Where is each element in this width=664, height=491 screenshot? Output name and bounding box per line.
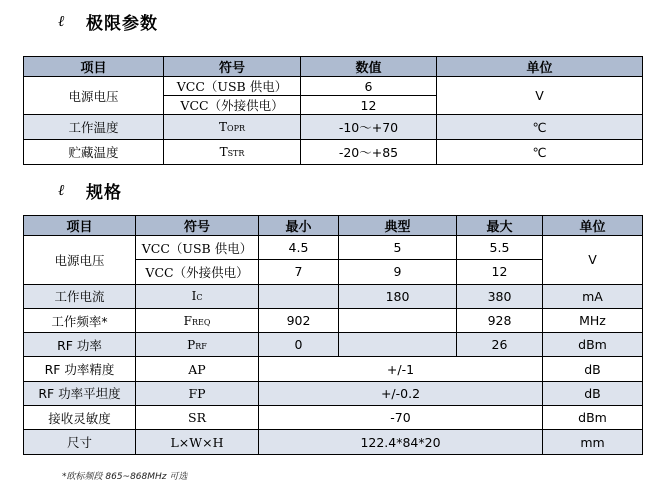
table-header-row (24, 57, 643, 77)
symbol-cell: TOPR (164, 115, 301, 140)
item-cell: 电源电压 (24, 236, 136, 285)
item-cell: 尺寸 (24, 430, 136, 454)
unit-cell: mm (543, 430, 643, 454)
typ-cell (339, 308, 457, 332)
symbol-cell: FP (136, 381, 259, 405)
symbol-cell: PRF (136, 333, 259, 357)
symbol-cell: VCC（USB 供电） (136, 236, 259, 260)
item-cell: 工作温度 (24, 115, 164, 140)
limits-table (23, 56, 643, 165)
table-row (24, 115, 643, 140)
symbol-cell: VCC（外接供电） (136, 260, 259, 284)
value-cell: -20～+85 (301, 140, 437, 165)
table-row (24, 406, 643, 430)
table-row (24, 333, 643, 357)
column-header: 最小 (259, 216, 339, 236)
symbol-cell: L×W×H (136, 430, 259, 454)
value-cell: +/-1 (259, 357, 543, 381)
symbol-cell: TSTR (164, 140, 301, 165)
typ-cell (339, 333, 457, 357)
column-header: 最大 (457, 216, 543, 236)
bullet-icon: ℓ (58, 181, 65, 199)
unit-cell: ℃ (437, 115, 643, 140)
value-cell: 12 (301, 96, 437, 115)
typ-cell: 180 (339, 284, 457, 308)
symbol-cell: FREQ (136, 308, 259, 332)
value-cell: -70 (259, 406, 543, 430)
item-cell: RF 功率精度 (24, 357, 136, 381)
item-cell: 工作电流 (24, 284, 136, 308)
table-row (24, 236, 643, 260)
value-cell: -10～+70 (301, 115, 437, 140)
table-row (24, 284, 643, 308)
max-cell: 26 (457, 333, 543, 357)
unit-cell: dB (543, 381, 643, 405)
column-header: 单位 (437, 57, 643, 77)
section-heading-limits (58, 9, 158, 34)
table-row (24, 308, 643, 332)
unit-cell: dB (543, 357, 643, 381)
column-header: 单位 (543, 216, 643, 236)
value-cell: 122.4*84*20 (259, 430, 543, 454)
max-cell: 12 (457, 260, 543, 284)
specs-table (23, 215, 643, 455)
unit-cell: mA (543, 284, 643, 308)
item-cell: 工作频率* (24, 308, 136, 332)
symbol-cell: VCC（USB 供电） (164, 77, 301, 96)
symbol-cell: AP (136, 357, 259, 381)
min-cell: 902 (259, 308, 339, 332)
max-cell: 928 (457, 308, 543, 332)
table-header-row (24, 216, 643, 236)
min-cell: 7 (259, 260, 339, 284)
column-header: 符号 (164, 57, 301, 77)
value-cell: +/-0.2 (259, 381, 543, 405)
item-cell: 贮藏温度 (24, 140, 164, 165)
column-header: 项目 (24, 216, 136, 236)
column-header: 数值 (301, 57, 437, 77)
item-cell: RF 功率 (24, 333, 136, 357)
table-row (24, 430, 643, 454)
item-cell: 接收灵敏度 (24, 406, 136, 430)
table-row (24, 77, 643, 96)
symbol-cell: SR (136, 406, 259, 430)
column-header: 典型 (339, 216, 457, 236)
section-title: 规格 (86, 183, 122, 203)
value-cell: 6 (301, 77, 437, 96)
unit-cell: dBm (543, 406, 643, 430)
unit-cell: V (437, 77, 643, 115)
unit-cell: dBm (543, 333, 643, 357)
unit-cell: MHz (543, 308, 643, 332)
typ-cell: 9 (339, 260, 457, 284)
bullet-icon: ℓ (58, 12, 65, 30)
item-cell: 电源电压 (24, 77, 164, 115)
min-cell: 4.5 (259, 236, 339, 260)
column-header: 项目 (24, 57, 164, 77)
table-row (24, 381, 643, 405)
footnote: *欧标频段 865~868MHz 可选 (62, 472, 188, 482)
min-cell: 0 (259, 333, 339, 357)
unit-cell: V (543, 236, 643, 285)
typ-cell: 5 (339, 236, 457, 260)
symbol-cell: IC (136, 284, 259, 308)
column-header: 符号 (136, 216, 259, 236)
table-row (24, 357, 643, 381)
item-cell: RF 功率平坦度 (24, 381, 136, 405)
section-title: 极限参数 (86, 14, 158, 34)
min-cell (259, 284, 339, 308)
symbol-cell: VCC（外接供电） (164, 96, 301, 115)
max-cell: 380 (457, 284, 543, 308)
table-row (24, 140, 643, 165)
section-heading-specs (58, 178, 122, 203)
max-cell: 5.5 (457, 236, 543, 260)
unit-cell: ℃ (437, 140, 643, 165)
